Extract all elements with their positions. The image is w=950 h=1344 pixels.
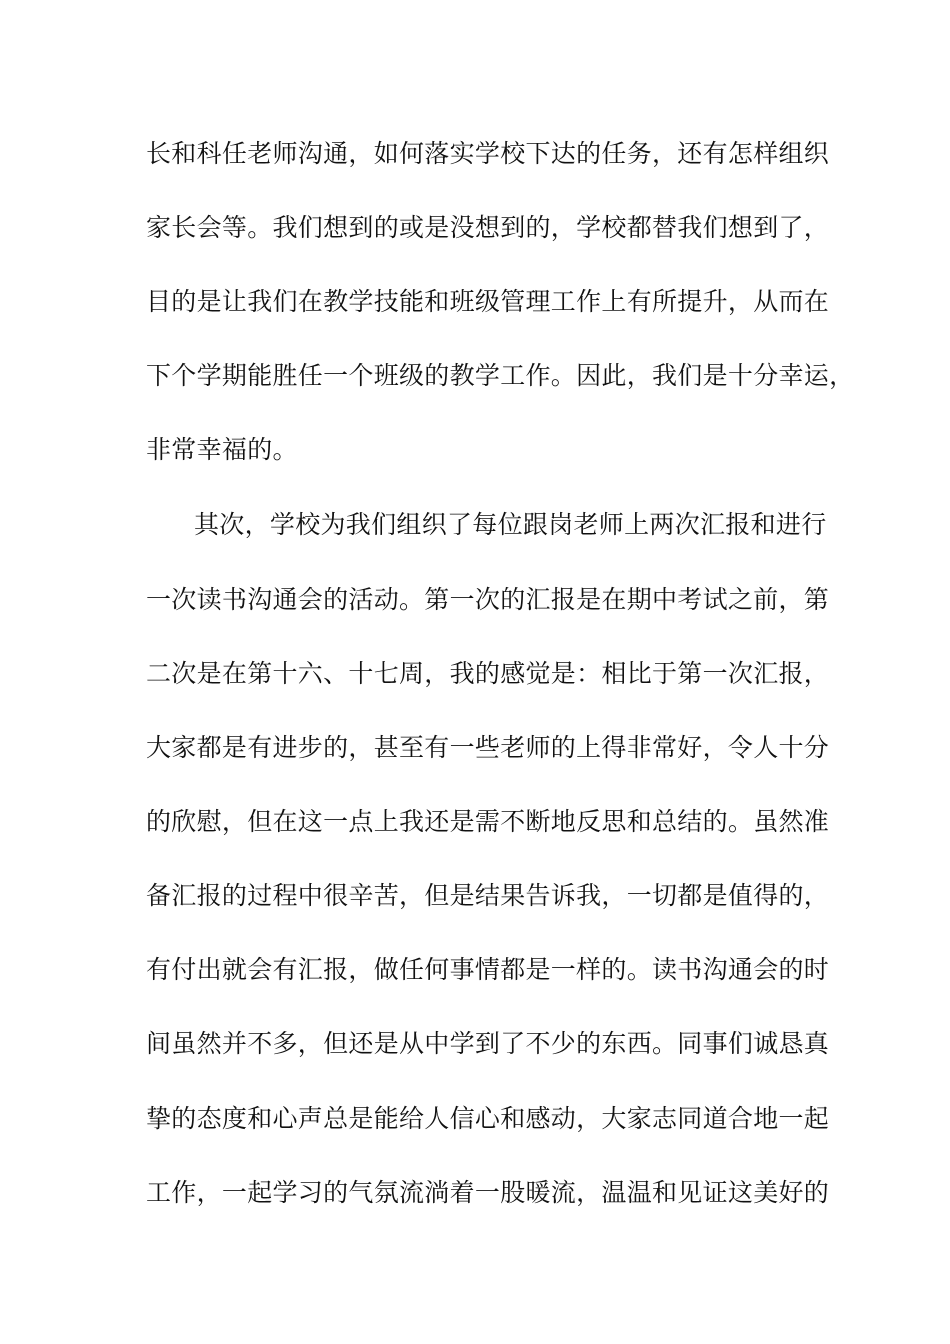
text-line: 非常幸福的。 [146, 435, 298, 464]
text-line: 的欣慰，但在这一点上我还是需不断地反思和总结的。虽然准 [146, 807, 830, 836]
text-line: 二次是在第十六、十七周，我的感觉是：相比于第一次汇报， [146, 659, 830, 688]
text-line: 有付出就会有汇报，做任何事情都是一样的。读书沟通会的时 [146, 955, 830, 984]
text-line: 挚的态度和心声总是能给人信心和感动，大家志同道合地一起 [146, 1104, 830, 1133]
text-line: 下个学期能胜任一个班级的教学工作。因此，我们是十分幸运， [146, 361, 855, 390]
text-line: 工作，一起学习的气氛流淌着一股暖流，温温和见证这美好的 [146, 1178, 830, 1207]
text-line: 大家都是有进步的，甚至有一些老师的上得非常好，令人十分 [146, 733, 830, 762]
text-line: 家长会等。我们想到的或是没想到的，学校都替我们想到了， [146, 213, 830, 242]
text-line: 一次读书沟通会的活动。第一次的汇报是在期中考试之前，第 [146, 585, 830, 614]
text-line: 间虽然并不多，但还是从中学到了不少的东西。同事们诚恳真 [146, 1029, 830, 1058]
text-line: 备汇报的过程中很辛苦，但是结果告诉我，一切都是值得的， [146, 881, 830, 910]
text-line: 目的是让我们在教学技能和班级管理工作上有所提升，从而在 [146, 287, 830, 316]
paragraph-first-line: 其次，学校为我们组织了每位跟岗老师上两次汇报和进行 [194, 510, 827, 539]
text-line: 长和科任老师沟通，如何落实学校下达的任务，还有怎样组织 [146, 139, 830, 168]
